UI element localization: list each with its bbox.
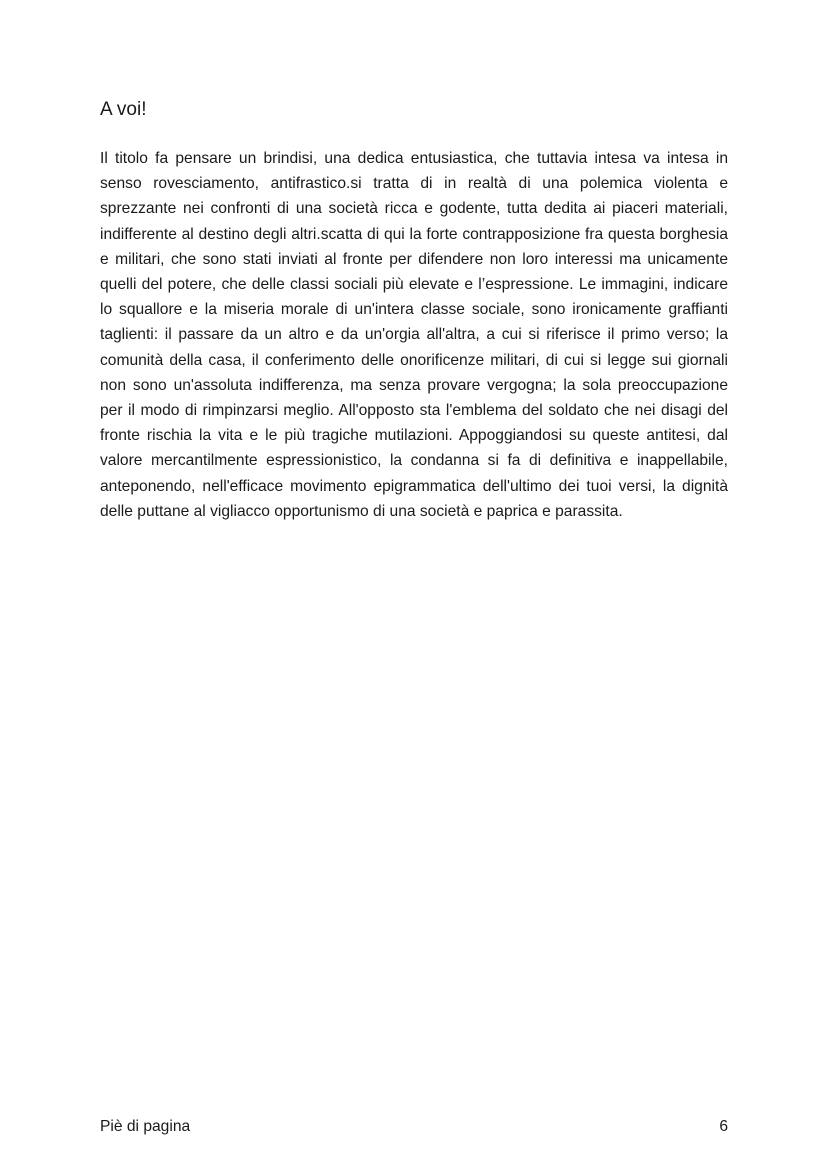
body-paragraph: Il titolo fa pensare un brindisi, una dedica entusiastica, che tuttavia intesa va intesa in senso rovesciamento, antifrastico.si tratta di in realtà di una polemica violenta e sprezzante nei confronti di una società ricca e godente, tutta dedita ai piaceri materiali, indifferente al destino degli altri.scatta di qui la forte contrapposizione fra questa borghesia e militari, che sono stati inviati al fronte per difendere non loro interessi ma unicamente quelli del potere, che delle classi sociali più elevate e l’espressione. Le immagini, indicare lo squallore e la miseria morale di un'intera classe sociale, sono ironicamente graffianti taglienti: il passare da un altro e da un'orgia all'altra, a cui si riferisce il primo verso; la comunità della casa, il conferimento delle onorificenze militari, di cui si legge sui giornali non sono un'assoluta indifferenza, ma senza provare vergogna; la sola preoccupazione per il modo di rimpinzarsi meglio. All'opposto sta l'emblema del soldato che nei disagi del fronte rischia la vita e le più tragiche mutilazioni. Appoggiandosi su queste antitesi, dal valore mercantilmente espressionistico, la condanna si fa di definitiva e inappellabile, anteponendo, nell'efficace movimento epigrammatica dell'ultimo dei tuoi versi, la dignità delle puttane al vigliacco opportunismo di una società e paprica e parassita. — [100, 150, 728, 520]
footer-label: Piè di pagina — [100, 1118, 191, 1135]
page-title: A voi! — [100, 99, 147, 120]
page-number: 6 — [719, 1118, 728, 1135]
